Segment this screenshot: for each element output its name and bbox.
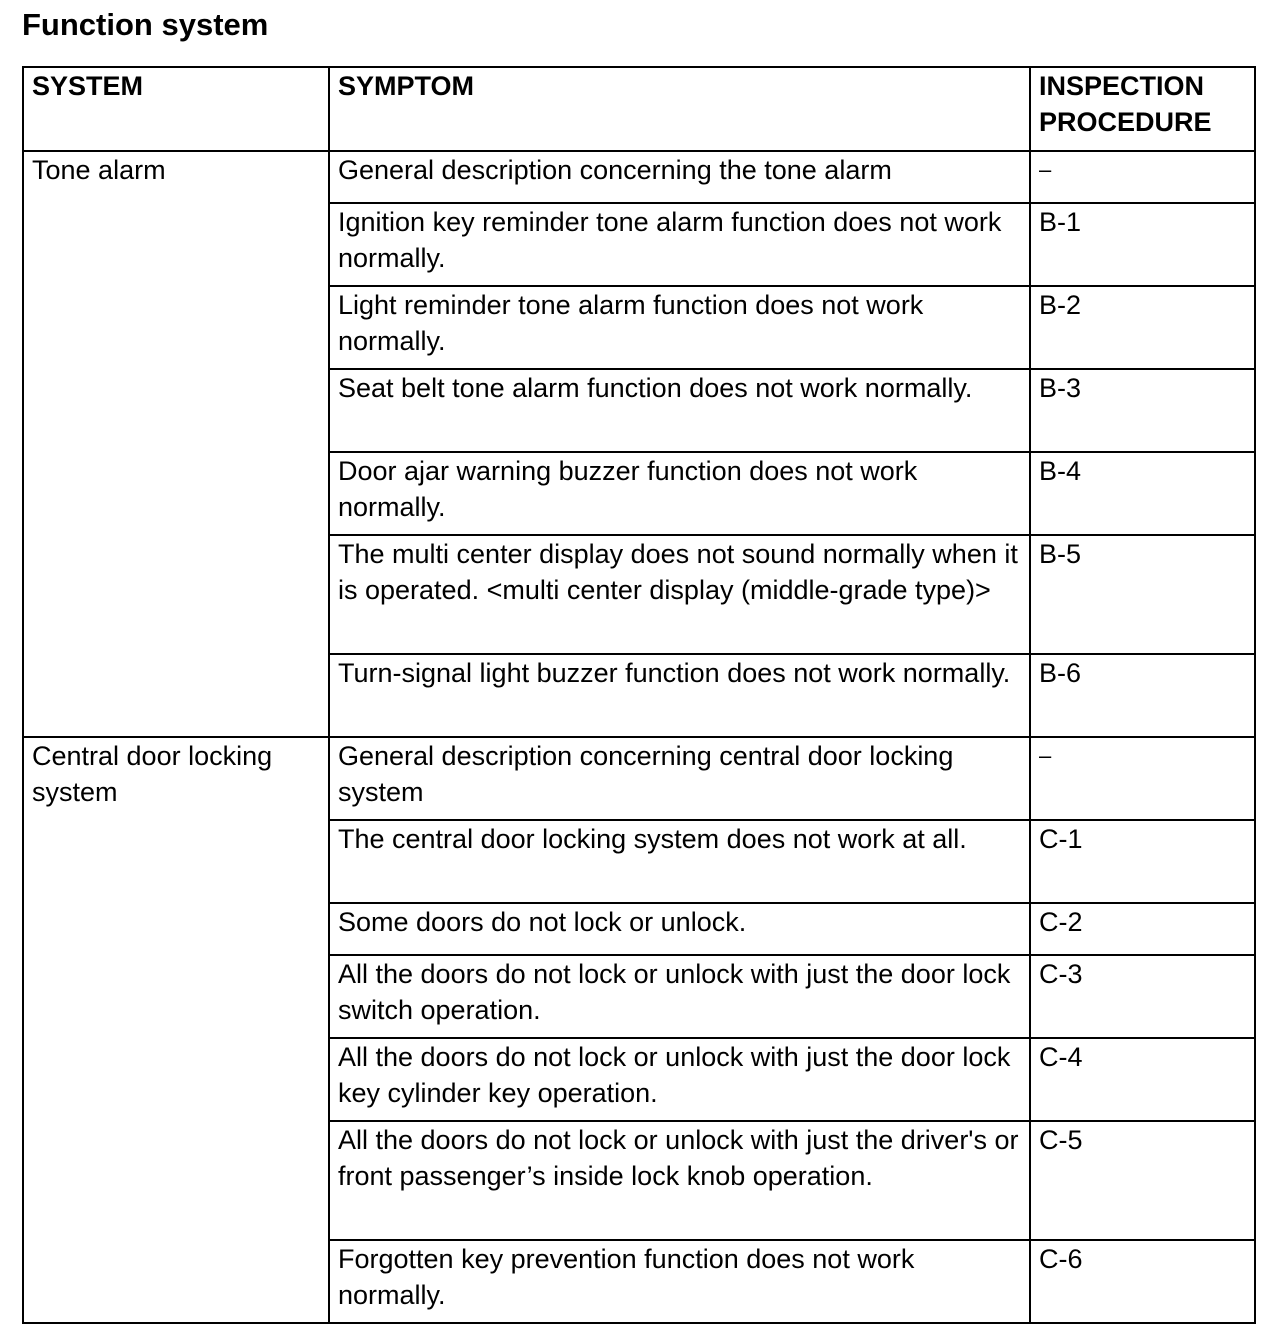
symptom-cell: Turn-signal light buzzer function does not work normally. (329, 654, 1030, 737)
function-system-table (22, 66, 1256, 1324)
procedure-cell: C-1 (1030, 820, 1255, 903)
procedure-cell: B-4 (1030, 452, 1255, 535)
system-cell-tone-alarm: Tone alarm (23, 151, 329, 737)
symptom-cell: All the doors do not lock or unlock with just the door lock switch operation. (329, 955, 1030, 1038)
header-procedure-line1: INSPECTION (1039, 71, 1205, 101)
symptom-cell: Seat belt tone alarm function does not work normally. (329, 369, 1030, 452)
procedure-cell: C-5 (1030, 1121, 1255, 1240)
page-title: Function system (22, 7, 269, 42)
symptom-cell: Some doors do not lock or unlock. (329, 903, 1030, 955)
table-header-row (23, 67, 1255, 151)
table-row (23, 151, 1255, 203)
procedure-cell: B-6 (1030, 654, 1255, 737)
symptom-cell: The multi center display does not sound normally when it is operated. <multi center display (middle-grade type)> (329, 535, 1030, 654)
header-procedure-line2: PROCEDURE (1039, 107, 1212, 137)
procedure-cell: C-6 (1030, 1240, 1255, 1323)
system-cell-central-door-locking: Central door locking system (23, 737, 329, 1323)
header-system: SYSTEM (23, 67, 329, 151)
symptom-cell: All the doors do not lock or unlock with just the door lock key cylinder key operation. (329, 1038, 1030, 1121)
symptom-cell: General description concerning central door locking system (329, 737, 1030, 820)
procedure-cell: – (1030, 151, 1255, 203)
procedure-cell: – (1030, 737, 1255, 820)
symptom-cell: Ignition key reminder tone alarm function does not work normally. (329, 203, 1030, 286)
header-inspection-procedure (1030, 67, 1255, 151)
procedure-cell: C-3 (1030, 955, 1255, 1038)
symptom-cell: The central door locking system does not work at all. (329, 820, 1030, 903)
table-row (23, 737, 1255, 820)
symptom-cell: General description concerning the tone alarm (329, 151, 1030, 203)
procedure-cell: B-5 (1030, 535, 1255, 654)
procedure-cell: C-4 (1030, 1038, 1255, 1121)
procedure-cell: B-1 (1030, 203, 1255, 286)
symptom-cell: Light reminder tone alarm function does not work normally. (329, 286, 1030, 369)
header-symptom: SYMPTOM (329, 67, 1030, 151)
symptom-cell: Forgotten key prevention function does not work normally. (329, 1240, 1030, 1323)
procedure-cell: B-3 (1030, 369, 1255, 452)
procedure-cell: C-2 (1030, 903, 1255, 955)
procedure-cell: B-2 (1030, 286, 1255, 369)
symptom-cell: Door ajar warning buzzer function does not work normally. (329, 452, 1030, 535)
symptom-cell: All the doors do not lock or unlock with just the driver's or front passenger’s inside lock knob operation. (329, 1121, 1030, 1240)
